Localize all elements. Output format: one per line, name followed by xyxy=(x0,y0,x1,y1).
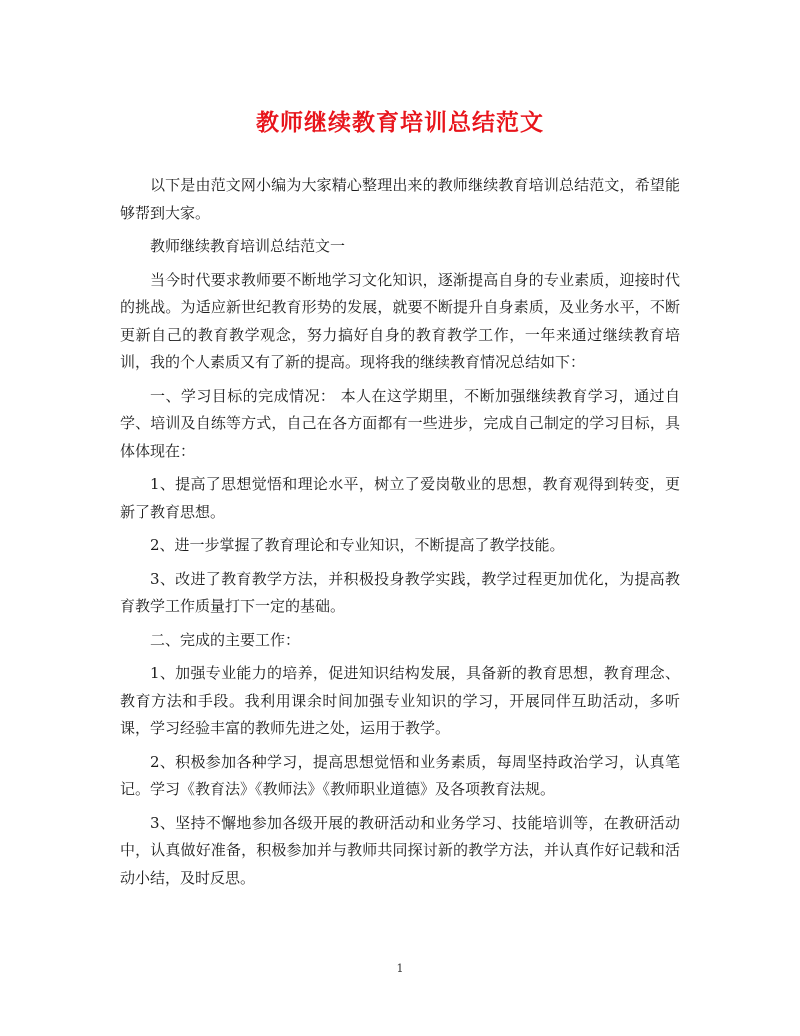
paragraph-item-1-2: 2、进一步掌握了教育理论和专业知识，不断提高了教学技能。 xyxy=(150,536,565,554)
paragraph-item-2-3: 3、坚持不懈地参加各级开展的教研活动和业务学习、技能培训等，在教研活动中，认真做好准备，积极参加并与教师共同探讨新的教学方法，并认真作好记载和活动小结，及时反思。 xyxy=(120,813,680,887)
page-number: 1 xyxy=(396,962,404,975)
paragraph-opening: 当今时代要求教师要不断地学习文化知识，逐渐提高自身的专业素质，迎接时代的挑战。为适应新世纪教育形势的发展，就要不断提升自身素质，及业务水平，不断更新自己的教育教学观念，努力搞好自身的教育教学工作，一年来通过继续教育培训，我的个人素质又有了新的提高。现将我的继续教育情况总结如下： xyxy=(120,270,680,371)
document-title: 教师继续教育培训总结范文 xyxy=(256,109,544,136)
paragraph-item-2-1: 1、加强专业能力的培养，促进知识结构发展，具备新的教育思想，教育理念、教育方法和手段。我利用课余时间加强专业知识的学习，开展同伴互助活动，多听课，学习经验丰富的教师先进之处，运用于教学。 xyxy=(120,664,680,737)
paragraph-section-one: 一、学习目标的完成情况： 本人在这学期里，不断加强继续教育学习，通过自学、培训及自练等方式，自己在各方面都有一些进步，完成自己制定的学习目标，具体体现在： xyxy=(120,386,680,460)
paragraph-section-two: 二、完成的主要工作： xyxy=(150,630,301,649)
paragraph-item-1-3: 3、改进了教育教学方法，并积极投身教学实践，教学过程更加优化，为提高教育教学工作质量打下一定的基础。 xyxy=(120,569,680,615)
paragraph-subtitle: 教师继续教育培训总结范文一 xyxy=(150,237,346,255)
paragraph-item-1-1: 1、提高了思想觉悟和理论水平，树立了爱岗敬业的思想，教育观得到转变，更新了教育思想。 xyxy=(120,475,680,521)
paragraph-item-2-2: 2、积极参加各种学习，提高思想觉悟和业务素质，每周坚持政治学习，认真笔记。学习《教育法》《教师法》《教师职业道德》及各项教育法规。 xyxy=(120,752,680,798)
paragraph-intro: 以下是由范文网小编为大家精心整理出来的教师继续教育培训总结范文，希望能够帮到大家。 xyxy=(120,176,680,222)
document-body xyxy=(120,172,680,898)
